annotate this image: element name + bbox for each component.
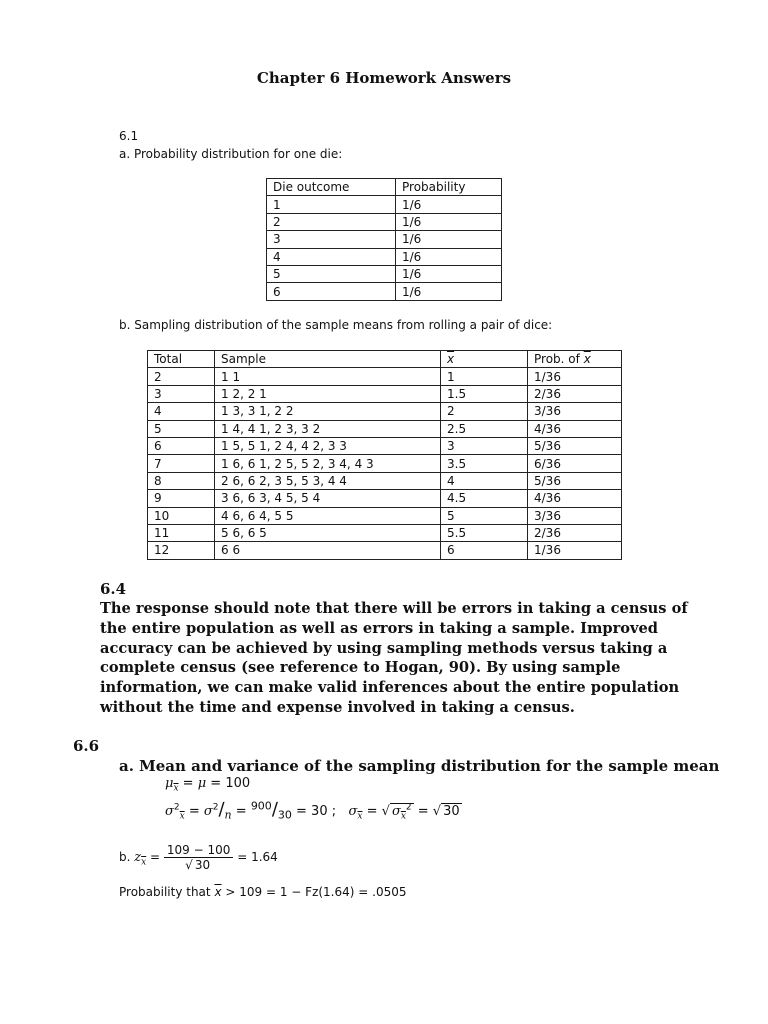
table-cell: 5: [441, 507, 528, 524]
column-header: Total: [148, 351, 215, 368]
table-cell: 3.5: [441, 455, 528, 472]
column-header-prob: [528, 351, 622, 368]
table-cell: 9: [148, 490, 215, 507]
z-score-equation: b. $z_{\overline{x}}$ = $\frac{109 - 100}{√ 30}$ = 1.64: [119, 843, 278, 872]
table-cell: 4: [267, 248, 396, 265]
table-row: [267, 196, 502, 213]
table-row: [148, 524, 622, 541]
table-cell: 1 1: [215, 368, 441, 385]
table-cell: 1: [441, 368, 528, 385]
table-cell: 2: [441, 403, 528, 420]
table-cell: 2: [148, 368, 215, 385]
table-row: [267, 231, 502, 248]
mean-equation: $\mu_{\overline{x}} = \mu = 100$: [165, 776, 251, 794]
probability-statement: [119, 885, 407, 899]
table-cell: 2.5: [441, 420, 528, 437]
table-cell: 2/36: [528, 524, 622, 541]
probability-prefix: Probability that: [119, 885, 211, 899]
table-row: [148, 385, 622, 402]
table-cell: 1/6: [396, 231, 502, 248]
table-cell: 5/36: [528, 437, 622, 454]
probability-expression: > 109 = 1 − Fz(1.64) = .0505: [225, 885, 407, 899]
table-cell: 2/36: [528, 385, 622, 402]
table-cell: 3/36: [528, 403, 622, 420]
table-cell: 10: [148, 507, 215, 524]
table-row: [148, 368, 622, 385]
table-cell: 1: [267, 196, 396, 213]
table-cell: 6/36: [528, 455, 622, 472]
table-cell: 1/36: [528, 542, 622, 559]
column-header: Probability: [396, 179, 502, 196]
table-cell: 3: [148, 385, 215, 402]
table-cell: 4 6, 6 4, 5 5: [215, 507, 441, 524]
table-cell: 1.5: [441, 385, 528, 402]
table-cell: 3: [267, 231, 396, 248]
section-6-4-number: 6.4: [100, 580, 127, 598]
table-cell: 4/36: [528, 490, 622, 507]
prob-of-label: Prob. of: [534, 352, 580, 367]
table-cell: 1/36: [528, 368, 622, 385]
table-cell: 3 6, 6 3, 4 5, 5 4: [215, 490, 441, 507]
table-row: [148, 403, 622, 420]
table-row: [148, 490, 622, 507]
table-cell: 3/36: [528, 507, 622, 524]
table-cell: 1 5, 5 1, 2 4, 4 2, 3 3: [215, 437, 441, 454]
table-cell: 1 4, 4 1, 2 3, 3 2: [215, 420, 441, 437]
variance-denominator: 30: [277, 808, 292, 822]
table-cell: 1/6: [396, 248, 502, 265]
table-cell: 5/36: [528, 472, 622, 489]
table-cell: 5: [148, 420, 215, 437]
table-cell: 4: [441, 472, 528, 489]
table-header-row: [148, 351, 622, 368]
die-probability-table: [266, 178, 502, 301]
sqrt-30: 30: [443, 804, 460, 819]
table-cell: 12: [148, 542, 215, 559]
table-cell: 1 6, 6 1, 2 5, 5 2, 3 4, 4 3: [215, 455, 441, 472]
table-row: [267, 265, 502, 282]
table-cell: 4: [148, 403, 215, 420]
variance-n: n: [224, 808, 232, 822]
xbar-symbol: $\overline{x}$: [447, 352, 455, 367]
table-cell: 3: [441, 437, 528, 454]
table-cell: 2 6, 6 2, 3 5, 5 3, 4 4: [215, 472, 441, 489]
variance-result: = 30 ;: [296, 804, 337, 819]
table-cell: 4.5: [441, 490, 528, 507]
table-row: [267, 213, 502, 230]
table-row: [148, 455, 622, 472]
table-cell: 2: [267, 213, 396, 230]
section-6-6-part-a: a. Mean and variance of the sampling distribution for the sample mean: [119, 757, 720, 775]
table-header-row: [267, 179, 502, 196]
sampling-distribution-table: [147, 350, 622, 560]
table-row: [267, 248, 502, 265]
table-row: [148, 420, 622, 437]
table-cell: 11: [148, 524, 215, 541]
table-row: [148, 507, 622, 524]
xbar-symbol: $\overline{x}$: [214, 885, 222, 899]
table-cell: 1 3, 3 1, 2 2: [215, 403, 441, 420]
table-cell: 6 6: [215, 542, 441, 559]
section-6-1-number: 6.1: [119, 129, 139, 143]
column-header: Die outcome: [267, 179, 396, 196]
section-6-1-part-b: b. Sampling distribution of the sample means from rolling a pair of dice:: [119, 318, 553, 332]
table-cell: 1 2, 2 1: [215, 385, 441, 402]
table-cell: 1/6: [396, 283, 502, 300]
variance-equation: $\sigma^2_{\overline{x}}$ = $\sigma^2∕_n$ = $^{900}∕_{30} = 30$ ; $\sigma_{\overline{x}}$ = √ $\sigma_{\overline{x}}^2$ = √ 30: [165, 799, 460, 822]
z-numerator: 109 − 100: [164, 843, 234, 858]
sampling-table-body: [148, 368, 622, 559]
table-cell: 7: [148, 455, 215, 472]
xbar-symbol: $\overline{x}$: [583, 352, 591, 367]
section-6-6-number: 6.6: [73, 737, 100, 755]
table-row: [148, 542, 622, 559]
table-cell: 5: [267, 265, 396, 282]
table-row: [148, 472, 622, 489]
table-cell: 6: [148, 437, 215, 454]
mu-value: 100: [225, 776, 251, 791]
section-6-6-part-b-label: b.: [119, 850, 131, 864]
variance-numerator: 900: [250, 799, 272, 813]
table-row: [267, 283, 502, 300]
table-cell: 5 6, 6 5: [215, 524, 441, 541]
section-6-1-part-a: a. Probability distribution for one die:: [119, 147, 343, 161]
z-result: = 1.64: [237, 850, 278, 864]
table-cell: 8: [148, 472, 215, 489]
page-title: Chapter 6 Homework Answers: [256, 69, 512, 87]
table-cell: 6: [441, 542, 528, 559]
column-header: Sample: [215, 351, 441, 368]
table-cell: 1/6: [396, 265, 502, 282]
z-denominator: 30: [194, 858, 211, 872]
z-fraction: $\frac{109 - 100}{√ 30}$: [164, 843, 234, 872]
section-6-4-text: The response should note that there will be errors in taking a census of the entire population as well as errors in taking a sample. Improved accuracy can be achieved by using sampling methods versus taking a complete census (see reference to Hogan, 90). By using sample information, we can make valid inferences about the entire population without the time and expense involved in taking a census.: [100, 600, 688, 716]
table-cell: 4/36: [528, 420, 622, 437]
table-cell: 5.5: [441, 524, 528, 541]
column-header-xbar: [441, 351, 528, 368]
table-cell: 1/6: [396, 196, 502, 213]
table-row: [148, 437, 622, 454]
table-cell: 6: [267, 283, 396, 300]
table-cell: 1/6: [396, 213, 502, 230]
